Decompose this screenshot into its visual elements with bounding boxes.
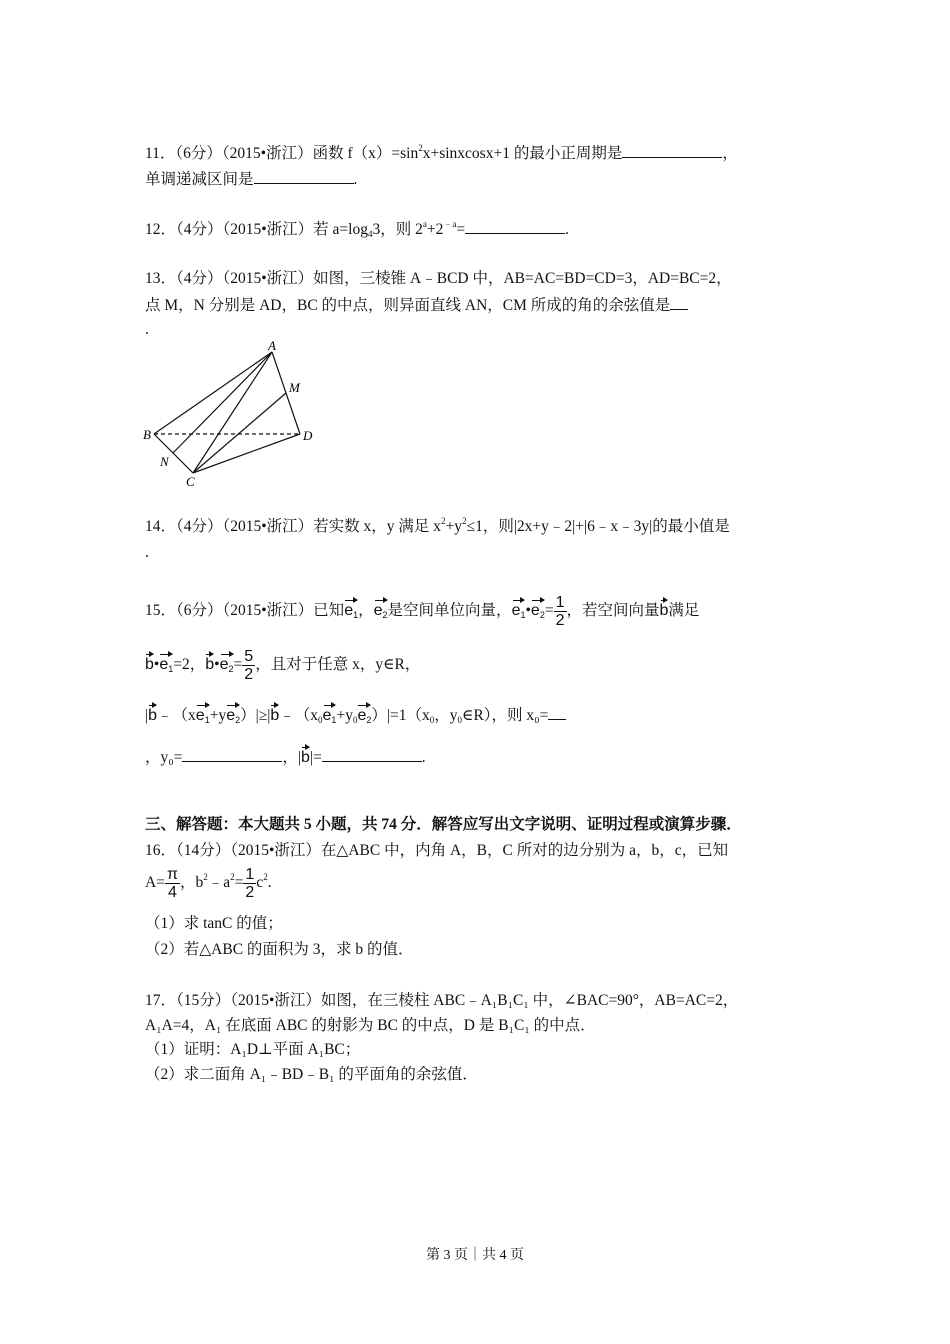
q17-part1: （1）证明：A₁D⊥平面 A₁BC； <box>145 1041 361 1058</box>
q17-line1: 17．（15分）（2015•浙江）如图，在三棱柱 ABC﹣A₁B₁C₁ 中，∠BAC=90°，AB=AC=2， <box>145 992 739 1009</box>
vector-b: b <box>205 649 214 675</box>
text: = <box>544 602 554 620</box>
text: = <box>233 656 243 674</box>
text: ，b <box>179 874 204 892</box>
text: ﹣a <box>207 874 231 892</box>
subscript: 0 <box>318 715 323 725</box>
label-N: N <box>160 454 169 469</box>
text: ∈R） <box>461 707 492 724</box>
text: 15．（6分）（2015•浙江）已知 <box>145 602 345 620</box>
vector-b: b <box>301 742 310 768</box>
text: ﹣（ <box>279 707 311 724</box>
label-D: D <box>303 428 313 443</box>
text: x <box>421 707 430 724</box>
fraction-half: $\frac{1}{2}$ <box>245 866 255 901</box>
subscript: 0 <box>457 715 462 725</box>
q15-line1 <box>145 594 699 629</box>
segment-AN <box>173 352 272 453</box>
text: ， <box>722 145 738 162</box>
answer-blank[interactable] <box>322 747 422 762</box>
vector-e1: $e_1$ <box>196 700 210 726</box>
text: 点 M，N 分别是 AD，BC 的中点，则异面直线 AN，CM 所成的角的余弦值是 <box>145 297 671 314</box>
superscript: 2 <box>203 872 208 883</box>
label-C: C <box>186 474 195 489</box>
text: y <box>449 707 458 724</box>
text: ，若空间向量 <box>566 602 660 620</box>
vector-b: b <box>660 595 669 621</box>
text: ，则 x₀= <box>491 707 549 724</box>
text: . <box>565 221 569 238</box>
vector-e2: $e_2$ <box>220 649 234 675</box>
text: =2， <box>173 656 206 674</box>
label-M: M <box>289 380 300 395</box>
text: 单调递减区间是 <box>145 171 254 188</box>
superscript: 2 <box>418 143 423 153</box>
text: x <box>188 707 196 724</box>
q16-part2: （2）若△ABC 的面积为 3，求 b 的值． <box>145 941 414 958</box>
superscript: 2 <box>441 516 446 526</box>
text: 满足 <box>668 602 700 620</box>
text: • <box>153 656 160 674</box>
answer-blank[interactable] <box>182 747 282 762</box>
answer-blank[interactable] <box>548 705 566 720</box>
text: c <box>256 874 264 892</box>
edge-AB <box>154 352 272 434</box>
subscript: 4 <box>367 229 373 239</box>
superscript: 2 <box>462 516 467 526</box>
text: + <box>209 707 219 724</box>
superscript: 2 <box>230 872 235 883</box>
text: y <box>345 707 353 724</box>
text: ，y₀= <box>145 749 183 766</box>
q14-line1 <box>145 517 730 537</box>
edge-AC <box>193 352 272 473</box>
q13-line3: . <box>145 321 149 338</box>
fraction-half: $\frac{1}{2}$ <box>555 594 565 629</box>
text: y <box>218 707 227 724</box>
text: ， <box>282 749 298 766</box>
text: . <box>267 874 272 892</box>
text: |= <box>309 749 322 766</box>
text: 是空间单位向量， <box>387 602 512 620</box>
text: • <box>214 656 220 674</box>
vector-e2: $e_2$ <box>531 595 545 621</box>
superscript: a <box>422 219 427 229</box>
page-footer: 第 3 页｜共 4 页 <box>426 1248 524 1263</box>
text: = <box>456 221 466 238</box>
label-B: B <box>143 427 151 442</box>
text: ，且对于任意 x，y∈R， <box>255 656 421 674</box>
text: + <box>336 707 346 724</box>
text: 11．（6分）（2015•浙江）函数 f（x）=sin <box>145 145 419 162</box>
superscript: ﹣a <box>443 219 457 229</box>
text: ， <box>434 707 450 724</box>
vector-e1: $e_1$ <box>512 595 526 621</box>
q13-line1: 13．（4分）（2015•浙江）如图，三棱锥 A﹣BCD 中，AB=AC=BD=CD=3，AD=BC=2， <box>145 270 732 287</box>
vector-e1: $e_1$ <box>323 700 337 726</box>
tetrahedron-figure <box>0 0 950 500</box>
fraction-pi-over-4: $\frac{\pi}{4}$ <box>166 866 178 901</box>
text: A= <box>145 874 165 892</box>
text: • <box>525 602 531 620</box>
text: ﹣（ <box>157 707 189 724</box>
text: 14．（4分）（2015•浙江）若实数 x，y 满足 x <box>145 518 442 535</box>
vector-e1: $e_1$ <box>344 595 358 621</box>
superscript: 2 <box>263 872 268 883</box>
text: . <box>353 171 358 188</box>
vector-b: b <box>270 700 279 726</box>
text: +2 <box>426 221 444 238</box>
q16-line1: 16．（14分）（2015•浙江）在△ABC 中，内角 A，B，C 所对的边分别为 a，b，c，已知 <box>145 842 729 859</box>
q17-line2: A₁A=4，A₁ 在底面 ABC 的射影为 BC 的中点，D 是 B₁C₁ 的中点． <box>145 1017 596 1034</box>
segment-CM <box>193 393 286 473</box>
text: | <box>297 749 302 766</box>
text: x <box>310 707 319 724</box>
vector-b: b <box>148 700 157 726</box>
fraction-five-halves: $\frac{5}{2}$ <box>244 648 254 683</box>
section-heading: 三、解答题：本大题共 5 小题，共 74 分．解答应写出文字说明、证明过程或演算步骤． <box>145 816 742 833</box>
text: 3，则 2 <box>372 221 423 238</box>
text: ， <box>358 602 374 620</box>
q15-line3 <box>145 700 566 726</box>
vector-b: b <box>145 649 154 675</box>
q16-line2 <box>145 866 272 901</box>
label-A: A <box>268 338 276 353</box>
text: ）|≥| <box>240 707 271 724</box>
text: 12．（4分）（2015•浙江）若 a=log <box>145 221 368 238</box>
vector-e2: $e_2$ <box>226 700 240 726</box>
vector-e1: $e_1$ <box>159 649 173 675</box>
text: | <box>145 707 149 724</box>
text: ≤1，则|2x+y﹣2|+|6﹣x﹣3y|的最小值是 <box>466 518 730 535</box>
subscript: 0 <box>429 715 435 725</box>
text: x+sinxcosx+1 的最小正周期是 <box>422 145 623 162</box>
q15-line4 <box>145 742 426 768</box>
text: . <box>421 749 426 766</box>
vector-e2: $e_2$ <box>374 595 388 621</box>
text: ）|=1（ <box>371 707 422 724</box>
subscript: 0 <box>352 715 358 725</box>
edge-CD <box>193 434 300 473</box>
q16-part1: （1）求 tanC 的值； <box>145 915 283 932</box>
q17-part2: （2）求二面角 A₁﹣BD﹣B₁ 的平面角的余弦值． <box>145 1066 478 1083</box>
text: = <box>234 874 244 892</box>
q14-line2: . <box>145 544 149 561</box>
text: +y <box>445 518 463 535</box>
vector-e2: $e_2$ <box>357 700 371 726</box>
q15-line2 <box>145 648 420 683</box>
